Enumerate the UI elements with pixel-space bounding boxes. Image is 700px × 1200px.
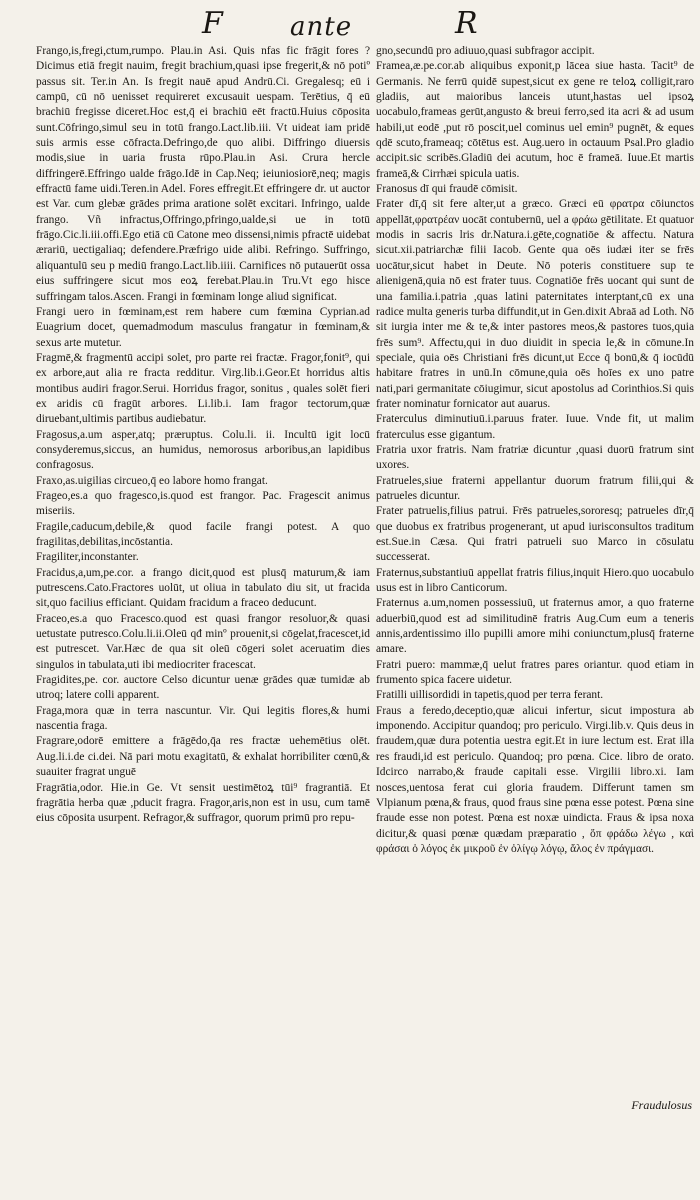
dictionary-entry: Frageo,es.a quo fragesco,is.quod est frangor. Pac. Fragescit animus miseriis. — [36, 489, 370, 518]
dictionary-entry: Fragile,caducum,debile,& quod facile frangi potest. A quo fragilitas,debilitas,incōstantia. — [36, 520, 370, 548]
dictionary-entry: Franosus dī qui fraudē cōmisit. — [376, 183, 518, 196]
catchword: Fraudulosus — [631, 1098, 692, 1112]
right-column — [376, 44, 694, 1190]
dictionary-entry: Fraus a feredo,deceptio,quæ alicui infertur, sicut impostura ab imponendo. Accipitur quandoq; pro periculo. Virgi.lib.v. Quis deus in fraudem,quæ dura potentia uestra egit.Et in iure lectum est. Erat illa res fraudi,id est periculo. Quandoq; pro pœna. Cice. libro de orato. Idcirco narrabo,& fraude capitali esse. Virgilii libro.xi. Iam nosces,uentosa ferat cui gloria fraudem. Differunt tamen sm Vlpianum pœna,& fraus, quod fraus sine pœna esse potest. Pœna sine fraude esse non potest. Pœna est noxæ uindicta. Fraus & ipsa noxa dicitur,& quasi pœnæ quædam præparatio , ὅπ φράδω λέγω , καὶ φράσαι ὁ λόγος ἐκ μικροῦ ἐν ὀλίγῳ λόγῳ, ἅλος ἐν πράγμασι. — [376, 704, 694, 855]
dictionary-entry: Fragidites,pe. cor. auctore Celso dicuntur uenæ grādes quæ tumidæ ab utroq; latere colli apparent. — [36, 674, 370, 702]
dictionary-entry: Frango,is,fregi,ctum,rumpo. Plau.in Asi. Quis nfas fic frāgit fores ?Dicimus etiā fregit nauim, fregit brachium,quasi ipse fregerit,& nō potiº passus sit. Ter.in An. Is fregit nauē apud Andrū.Ci. Gregalesq; eū i campū, cū nō uenisset requireret excusauit uespam. Terētius, q̄ eū brachiū fregisse diceret.Hoc est,q̄ ei brachiū eēt fractū.Huius cōposita sunt.Cōfringo,simul seu in totū frango.Lact.lib.iii. Vt uideat iam pridē suis armis esse cōfracta.Defringo,de quo alibi. Diffringo diuersis modis,siue in uaria frusta rūpo.Plau.in Asi. Crura hercle diffringerē.Effringo ualde frāgo.Idē in Cap.Neq; ieiuniosiorē,neq; magis effractū fame uidi.Teren.in Adel. Fores effregit.Et effringere dr. ut auctor est Var. cum glebæ grādes prima aratione solēt excitari. Infringo, ualde frango. Vñ infractus,Offringo,pfringo,ualde,si ue in totū frāgo.Cic.li.iii.offi.Ego etiā cū Catone meo dissensi,nimis pfractē uidebat ærariū, uectigaliaq; defendere.Præfrigo uide alibi. Refringo. Suffringo, aliquantulū seu p mediū frango.Lact.lib.iiii. Carnifices nō putauerūt ossa eius suffringere sicut mos eoꝝ ferebat.Plau.in Tru.Vt ego hisce suffringam talos.Ascen. Frangi in fœminam longe aliud significat. — [36, 45, 370, 303]
dictionary-entry: Fragmē,& fragmentū accipi solet, pro parte rei fractæ. Fragor,fonit⁹, qui ex arbore,aut alia re fracta redditur. Virg.lib.i.Geor.Et horridus altis montibus audiri fragor.Serui. Horridus fragor, sonitus , quales solēt fieri ex aridis cū fragūt arbores. Li.lib.i. Iam fragor tectorum,quæ diruebant,ultimis partibus audiebatur. — [36, 351, 370, 426]
dictionary-entry: Fratri puero: mammæ,q̄ uelut fratres pares oriantur. quod etiam in frumento spica facere uidetur. — [376, 658, 694, 687]
dictionary-entry: Fragiliter,inconstanter. — [36, 551, 139, 564]
running-head-left-letter: F — [202, 6, 223, 41]
dictionary-entry: Fraceo,es.a quo Fracesco.quod est quasi frangor resoluor,& quasi uetustate putresco.Colu.li.ii.Oleū qđ minº prouenit,si cōgelat,fracescet,id est putrescet. Var.Hæc de qua sit oleū cōgeri solet aceruatim dies singulos in tabulata,uti ibi mediocriter fracescat. — [36, 612, 370, 671]
dictionary-entry: Fraternus,substantiuū appellat fratris filius,inquit Hiero.quo uocabulo usus est in libro Canticorum. — [376, 566, 694, 595]
left-column — [36, 44, 370, 1190]
dictionary-entry: Fraga,mora quæ in terra nascuntur. Vir. Qui legitis flores,& humi nascentia fraga. — [36, 704, 370, 733]
running-head-word: ante — [290, 12, 353, 42]
dictionary-entry: Fracidus,a,um,pe.cor. a frango dicit,quod est plusq̄ maturum,& iam putrescens.Cato.Fractores uolūt, ut oliua in tabulato diu sit, ut fracida sit,quo facilius efficiant. Quidam fracidum a fraceo deducunt. — [36, 566, 370, 610]
dictionary-entry: Fragosus,a.um asper,atq; præruptus. Colu.li. ii. Incultū igit locū consyderemus,siccus, an humidus, nemorosus arboribus,an lapidibus confragosus. — [36, 428, 370, 472]
dictionary-entry: Fratilli uillisordidi in tapetis,quod per terra ferant. — [376, 689, 604, 702]
running-head — [0, 6, 700, 40]
dictionary-entry: Fragrātia,odor. Hie.in Ge. Vt sensit uestimētoꝝ tūi⁹ fragrantiā. Et fragrātia herba quæ ,pducit fragra. Fragor,aris,non est in usu, cum tamē eius cōposita usurpent. Refragor,& suffragor, quorum primū pro repu- — [36, 781, 370, 825]
dictionary-entry: Frangi uero in fœminam,est rem habere cum fœmina Cyprian.ad Euagrium docet, quemadmodum masculus frangatur in fœminam,& sexus arte mutetur. — [36, 305, 370, 349]
dictionary-entry: Frater dī,q̄ sit fere alter,ut a græco. Græci eū φρατρα cōiunctos appellāt,φρατρέαν uocāt contubernū, uel a φράω gētilitate. Et quatuor modis in sacris lris dr.Natura.i.gēte,cognatiōe & affectu. Natura sicut.xii.patriarchæ filii Iacob. Gente qua oēs iudæi iter se frēs uocātur,sicut habet in Deute. Nō poteris constituere sup te alienigenā,quia nō est frater tuus. Cognatiōe frēs uocant qui sunt de una familia.i.patria ,quas latini paternitates interptant,cū ex una radice multa generis turba diffundit,ut in Gen.dixit Abraā ad Loth. Nō sit iurgia inter me & te,& inter pastores meos,& pastores tuos,quia frēs sum⁹. Affectu,qui in duo diuidit in specia le,& in cōmune.In speciale, quia oēs Christiani frēs dicunt,ut Ecce q̄ bonū,& q̄ iocūdū habitare fratres in unū.In cōmune,quia oēs hoīes ex uno patre nati,pari germanitate cōiugimur, sicut apostolus ad Corinthios.Si quis frater nominatur fornicator aut auarus. — [376, 198, 694, 410]
running-head-right-letter: R — [455, 6, 478, 41]
dictionary-entry: Frater patruelis,filius patrui. Frēs patrueles,sororesq; patrueles dīr,q̄ que duobus ex fratribus progenerant, ut apud iurisconsultos traditum est.Sue.in Cæsa. Qui fratri patrueli suo Marco in cōsulatu successerat. — [376, 505, 694, 564]
dictionary-entry: Fratrueles,siue fraterni appellantur duorum fratrum filii,qui & patrueles dicuntur. — [376, 474, 694, 502]
dictionary-entry: Fraxo,as.uigilias circueo,q̄ eo labore homo frangat. — [36, 474, 268, 487]
dictionary-entry: Fraternus a.um,nomen possessiuū, ut fraternus amor, a quo fraterne aduerbiū,quod est ad similitudinē fratris Aug.Cum eum a teneris annis,ardentissimo illo pupilli amore mihi coniunctum,plusq̄ fraterne amare. — [376, 597, 694, 656]
dictionary-entry: Framea,æ.pe.cor.ab aliquibus exponit,p lācea siue hasta. Tacit⁹ de Germanis. Ne ferrū quidē supest,sicut ex gene re teloꝝ colligit,raro gladiis, aut maioribus lanceis utunt,hastas uel ipsoꝝ uocabulo,frameas gerūt,angusto & breui ferro,sed ita acri & ad usum habili,ut eodē ,put rō poscit,uel cominus uel emin⁹ pugnēt, & eques qdē scuto,frameaq; cōtētus est. Aug.uero in octauum Psal.Pro gladio accipit.sic scribēs.Gladiū dei acutum, hoc ē frameā. Iuue.Et martis frameā,& Cirrhæi spicula uatis. — [376, 60, 694, 180]
dictionary-entry: Fratria uxor fratris. Nam fratriæ dicuntur ,quasi duorū fratrum sint uxores. — [376, 443, 694, 472]
dictionary-entry: Fraterculus diminutiuū.i.paruus frater. Iuue. Vnde fit, ut malim fraterculus esse gigantum. — [376, 413, 694, 441]
dictionary-entry: gno,secundū pro adiuuo,quasi subfragor accipit. — [376, 45, 595, 57]
dictionary-entry: Fragrare,odorē emittere a frāgēdo,q̄a res fractæ uehemētius olēt. Aug.li.i.de ci.dei. Nā pari motu exagitatū, & exhalat horribiliter cœnū,& suauiter fragrat unguē — [36, 735, 370, 779]
